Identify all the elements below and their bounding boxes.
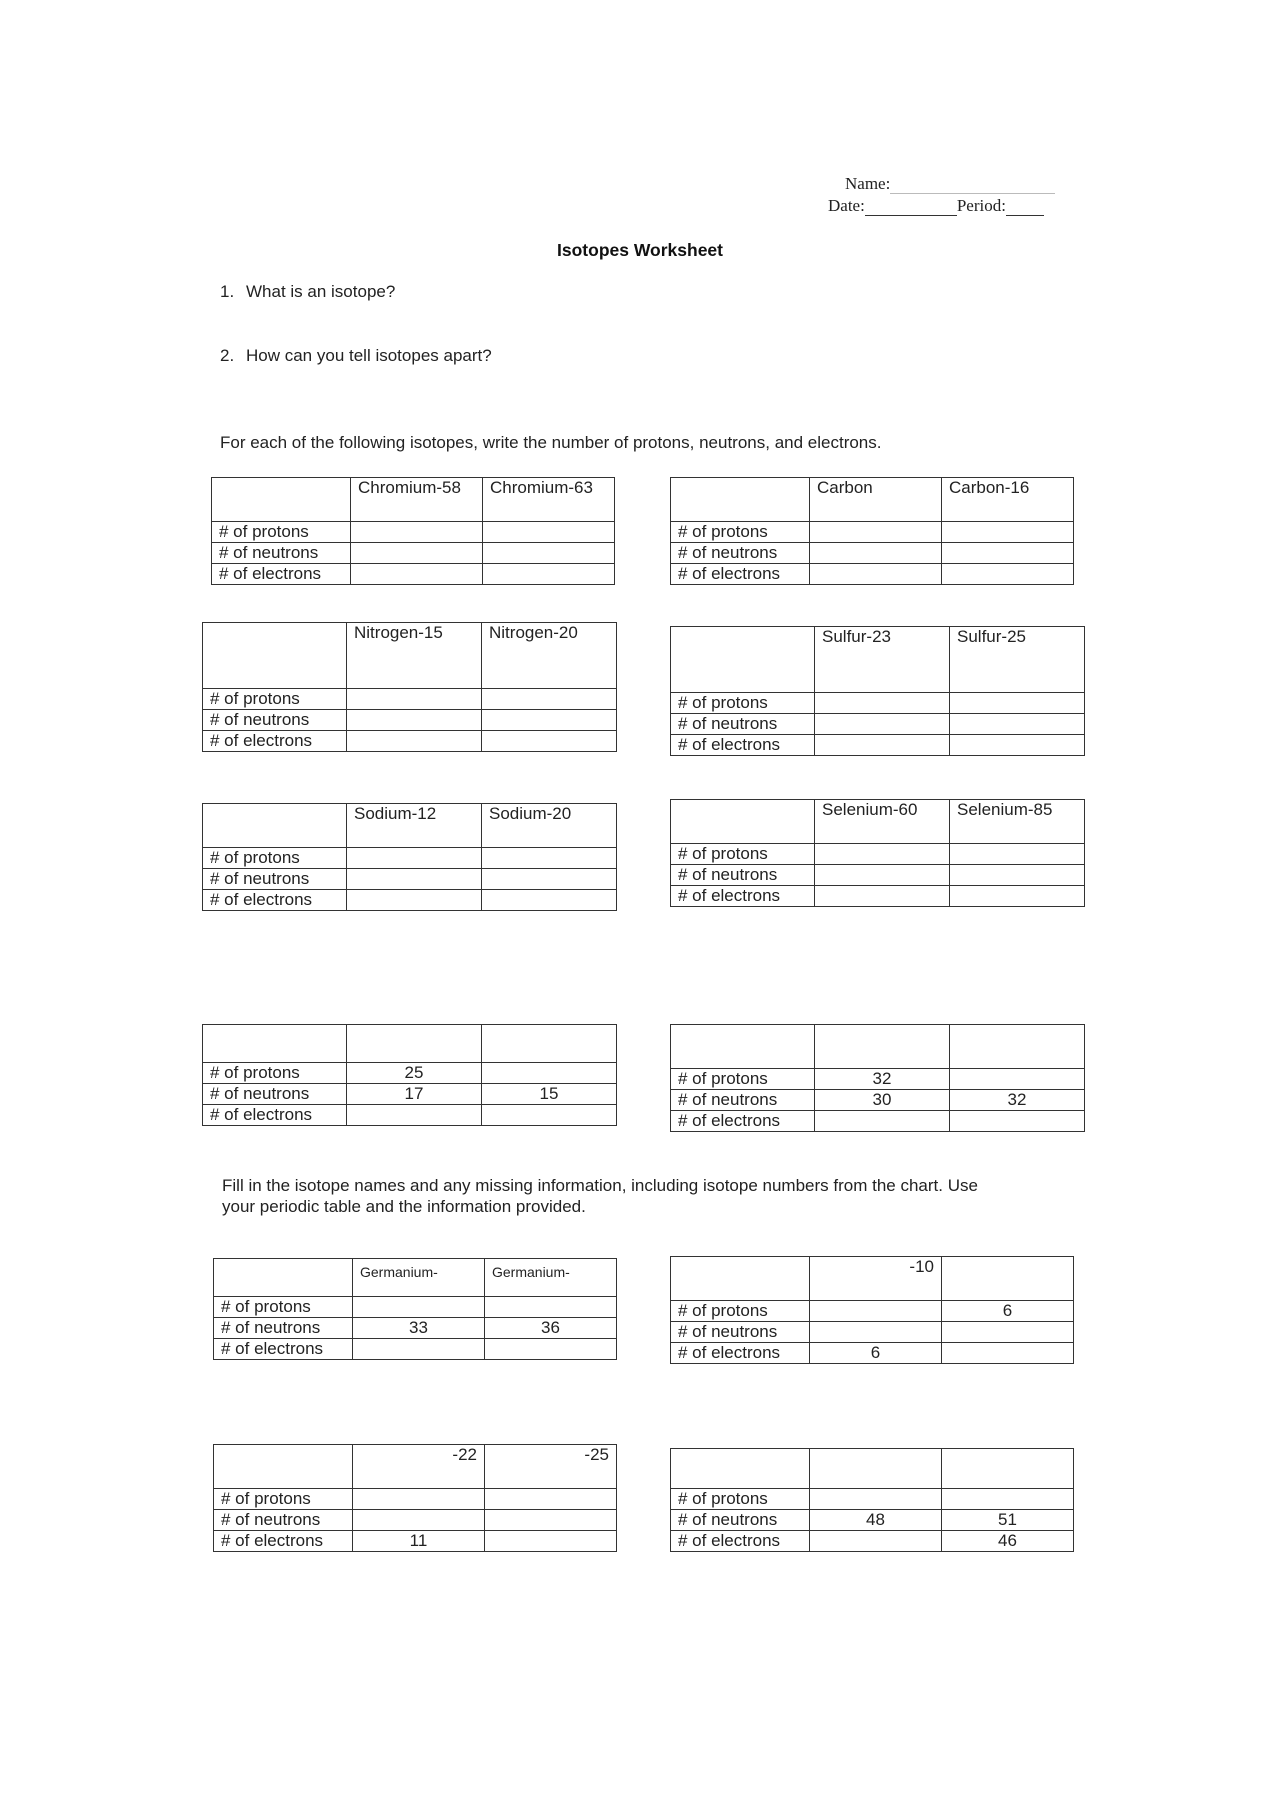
fill-table-a <box>670 1256 1074 1364</box>
table-row <box>671 1090 1085 1111</box>
answer-cell[interactable] <box>950 714 1085 735</box>
answer-cell[interactable] <box>810 1301 942 1322</box>
row-label: # of electrons <box>212 564 351 585</box>
given-value: 6 <box>942 1301 1074 1322</box>
row-label: # of electrons <box>671 1111 815 1132</box>
column-header[interactable] <box>347 1025 482 1063</box>
table-header-row <box>671 478 1074 522</box>
question-1-number: 1. <box>220 282 235 301</box>
column-header[interactable] <box>810 1449 942 1489</box>
row-label: # of neutrons <box>212 543 351 564</box>
column-header[interactable] <box>942 1449 1074 1489</box>
row-label: # of neutrons <box>214 1318 353 1339</box>
row-label: # of electrons <box>671 1531 810 1552</box>
table-row <box>671 1343 1074 1364</box>
row-label: # of neutrons <box>671 714 815 735</box>
answer-cell[interactable] <box>942 543 1074 564</box>
column-header: Nitrogen-20 <box>482 623 617 689</box>
row-label: # of electrons <box>203 890 347 911</box>
row-label: # of neutrons <box>203 869 347 890</box>
answer-cell[interactable] <box>353 1510 485 1531</box>
row-label: # of neutrons <box>671 1510 810 1531</box>
column-header: Carbon <box>810 478 942 522</box>
answer-cell[interactable] <box>950 865 1085 886</box>
column-header: Nitrogen-15 <box>347 623 482 689</box>
answer-cell[interactable] <box>482 848 617 869</box>
table-row <box>203 731 617 752</box>
answer-cell[interactable] <box>483 522 615 543</box>
corner-cell <box>671 800 815 844</box>
table-row <box>214 1510 617 1531</box>
corner-cell <box>203 804 347 848</box>
row-label: # of neutrons <box>214 1510 353 1531</box>
table-row <box>203 710 617 731</box>
table-row <box>203 1105 617 1126</box>
answer-cell[interactable] <box>815 865 950 886</box>
row-label: # of neutrons <box>671 865 815 886</box>
table-header-row <box>671 1449 1074 1489</box>
row-label: # of electrons <box>671 564 810 585</box>
table-row <box>671 1489 1074 1510</box>
answer-cell[interactable] <box>942 1322 1074 1343</box>
table-row <box>214 1318 617 1339</box>
table-header-row <box>671 800 1085 844</box>
table-header-row <box>212 478 615 522</box>
answer-cell[interactable] <box>950 735 1085 756</box>
name-label: Name: <box>845 174 891 193</box>
answer-cell[interactable] <box>942 1489 1074 1510</box>
selenium-table <box>670 799 1085 907</box>
table-header-row <box>214 1445 617 1489</box>
table-row <box>671 735 1085 756</box>
row-label: # of electrons <box>214 1339 353 1360</box>
row-label: # of protons <box>203 1063 347 1084</box>
answer-cell[interactable] <box>347 1105 482 1126</box>
corner-cell <box>671 1449 810 1489</box>
instructions-2-line-1: Fill in the isotope names and any missing information, including isotope numbers from the chart. Use <box>222 1176 978 1195</box>
answer-cell[interactable] <box>942 564 1074 585</box>
given-value: 6 <box>810 1343 942 1364</box>
fill-table-c <box>670 1448 1074 1552</box>
given-value: 30 <box>815 1090 950 1111</box>
row-label: # of protons <box>671 1301 810 1322</box>
answer-cell[interactable] <box>815 886 950 907</box>
answer-cell[interactable] <box>810 522 942 543</box>
given-value: 48 <box>810 1510 942 1531</box>
row-label: # of protons <box>214 1489 353 1510</box>
corner-cell <box>671 627 815 693</box>
given-value: 36 <box>485 1318 617 1339</box>
row-label: # of protons <box>212 522 351 543</box>
table-row <box>671 714 1085 735</box>
question-2-number: 2. <box>220 346 235 365</box>
row-label: # of protons <box>203 848 347 869</box>
answer-cell[interactable] <box>815 844 950 865</box>
question-2 <box>220 346 492 366</box>
answer-cell[interactable] <box>815 693 950 714</box>
table-row <box>203 869 617 890</box>
period-label: Period: <box>956 196 1006 215</box>
corner-cell <box>671 478 810 522</box>
row-label: # of electrons <box>203 1105 347 1126</box>
row-label: # of electrons <box>203 731 347 752</box>
answer-cell[interactable] <box>485 1510 617 1531</box>
given-value: 17 <box>347 1084 482 1105</box>
column-header: Selenium-85 <box>950 800 1085 844</box>
table-row <box>212 543 615 564</box>
column-header[interactable]: Germanium- <box>485 1259 617 1297</box>
table-row <box>203 890 617 911</box>
name-line <box>828 172 1068 194</box>
given-value: 25 <box>347 1063 482 1084</box>
corner-cell <box>203 1025 347 1063</box>
answer-cell[interactable] <box>482 710 617 731</box>
given-value: 15 <box>482 1084 617 1105</box>
question-2-text: How can you tell isotopes apart? <box>246 346 492 365</box>
instructions-2 <box>222 1175 978 1217</box>
answer-cell[interactable] <box>942 522 1074 543</box>
corner-cell <box>214 1445 353 1489</box>
table-header-row <box>671 1257 1074 1301</box>
answer-cell[interactable] <box>347 869 482 890</box>
date-period-line <box>828 194 1068 216</box>
table-row <box>671 1301 1074 1322</box>
answer-cell[interactable] <box>950 1111 1085 1132</box>
table-row <box>671 844 1085 865</box>
answer-cell[interactable] <box>482 689 617 710</box>
given-value: 11 <box>353 1531 485 1552</box>
answer-cell[interactable] <box>810 564 942 585</box>
table-row <box>671 1531 1074 1552</box>
mystery-table-b <box>670 1024 1085 1132</box>
answer-cell[interactable] <box>353 1489 485 1510</box>
corner-cell <box>671 1257 810 1301</box>
answer-cell[interactable] <box>353 1339 485 1360</box>
answer-cell[interactable] <box>485 1339 617 1360</box>
table-row <box>671 886 1085 907</box>
column-header: Chromium-63 <box>483 478 615 522</box>
table-header-row <box>203 804 617 848</box>
table-row <box>671 1111 1085 1132</box>
table-row <box>203 1063 617 1084</box>
row-label: # of protons <box>671 1489 810 1510</box>
row-label: # of electrons <box>214 1531 353 1552</box>
answer-cell[interactable] <box>485 1531 617 1552</box>
question-1-text: What is an isotope? <box>246 282 396 301</box>
table-row <box>671 1069 1085 1090</box>
chromium-table <box>211 477 615 585</box>
table-row <box>203 848 617 869</box>
table-header-row <box>203 623 617 689</box>
answer-cell[interactable] <box>482 869 617 890</box>
column-header[interactable] <box>942 1257 1074 1301</box>
question-1 <box>220 282 395 302</box>
answer-cell[interactable] <box>815 735 950 756</box>
given-value: 32 <box>950 1090 1085 1111</box>
answer-cell[interactable] <box>810 543 942 564</box>
table-row <box>671 1510 1074 1531</box>
date-label: Date: <box>828 196 865 215</box>
fill-table-b <box>213 1444 617 1552</box>
table-header-row <box>671 1025 1085 1069</box>
period-blank[interactable] <box>1006 200 1044 216</box>
table-row <box>671 693 1085 714</box>
answer-cell[interactable] <box>482 1105 617 1126</box>
answer-cell[interactable] <box>483 564 615 585</box>
given-value: 33 <box>353 1318 485 1339</box>
row-label: # of protons <box>671 844 815 865</box>
row-label: # of protons <box>671 693 815 714</box>
answer-cell[interactable] <box>347 731 482 752</box>
answer-cell[interactable] <box>351 522 483 543</box>
answer-cell[interactable] <box>950 1069 1085 1090</box>
column-header[interactable]: -10 <box>810 1257 942 1301</box>
given-value: 32 <box>815 1069 950 1090</box>
row-label: # of neutrons <box>671 1090 815 1111</box>
student-info-header <box>828 172 1068 216</box>
answer-cell[interactable] <box>815 1111 950 1132</box>
answer-cell[interactable] <box>950 844 1085 865</box>
answer-cell[interactable] <box>485 1489 617 1510</box>
column-header: Sulfur-23 <box>815 627 950 693</box>
answer-cell[interactable] <box>347 710 482 731</box>
name-blank[interactable] <box>890 178 1055 194</box>
answer-cell[interactable] <box>353 1297 485 1318</box>
row-label: # of protons <box>214 1297 353 1318</box>
answer-cell[interactable] <box>482 890 617 911</box>
table-row <box>203 1084 617 1105</box>
answer-cell[interactable] <box>810 1489 942 1510</box>
row-label: # of protons <box>671 1069 815 1090</box>
table-header-row <box>214 1259 617 1297</box>
answer-cell[interactable] <box>815 714 950 735</box>
row-label: # of neutrons <box>671 1322 810 1343</box>
corner-cell <box>212 478 351 522</box>
column-header[interactable] <box>482 1025 617 1063</box>
answer-cell[interactable] <box>482 1063 617 1084</box>
row-label: # of protons <box>203 689 347 710</box>
answer-cell[interactable] <box>347 848 482 869</box>
row-label: # of neutrons <box>671 543 810 564</box>
table-row <box>671 522 1074 543</box>
carbon-table <box>670 477 1074 585</box>
instructions-1: For each of the following isotopes, write the number of protons, neutrons, and electrons. <box>220 433 882 452</box>
answer-cell[interactable] <box>942 1343 1074 1364</box>
germanium-table <box>213 1258 617 1360</box>
column-header[interactable] <box>950 1025 1085 1069</box>
answer-cell[interactable] <box>483 543 615 564</box>
table-row <box>214 1339 617 1360</box>
answer-cell[interactable] <box>347 689 482 710</box>
column-header: Selenium-60 <box>815 800 950 844</box>
table-row <box>214 1297 617 1318</box>
answer-cell[interactable] <box>950 693 1085 714</box>
table-row <box>203 689 617 710</box>
table-header-row <box>671 627 1085 693</box>
row-label: # of neutrons <box>203 1084 347 1105</box>
column-header: Sulfur-25 <box>950 627 1085 693</box>
answer-cell[interactable] <box>810 1322 942 1343</box>
sodium-table <box>202 803 617 911</box>
column-header: Sodium-12 <box>347 804 482 848</box>
column-header[interactable]: -22 <box>353 1445 485 1489</box>
table-row <box>671 564 1074 585</box>
row-label: # of electrons <box>671 735 815 756</box>
row-label: # of neutrons <box>203 710 347 731</box>
table-row <box>671 543 1074 564</box>
mystery-table-a <box>202 1024 617 1126</box>
answer-cell[interactable] <box>485 1297 617 1318</box>
answer-cell[interactable] <box>810 1531 942 1552</box>
row-label: # of electrons <box>671 886 815 907</box>
table-row <box>671 865 1085 886</box>
answer-cell[interactable] <box>351 564 483 585</box>
column-header: Carbon-16 <box>942 478 1074 522</box>
column-header: Sodium-20 <box>482 804 617 848</box>
given-value: 46 <box>942 1531 1074 1552</box>
row-label: # of electrons <box>671 1343 810 1364</box>
table-row <box>214 1489 617 1510</box>
instructions-2-line-2: your periodic table and the information provided. <box>222 1197 586 1216</box>
nitrogen-table <box>202 622 617 752</box>
column-header[interactable] <box>815 1025 950 1069</box>
given-value: 51 <box>942 1510 1074 1531</box>
answer-cell[interactable] <box>950 886 1085 907</box>
answer-cell[interactable] <box>347 890 482 911</box>
corner-cell <box>203 623 347 689</box>
answer-cell[interactable] <box>482 731 617 752</box>
column-header: Chromium-58 <box>351 478 483 522</box>
table-header-row <box>203 1025 617 1063</box>
corner-cell <box>214 1259 353 1297</box>
table-row <box>671 1322 1074 1343</box>
table-row <box>212 564 615 585</box>
corner-cell <box>671 1025 815 1069</box>
table-row <box>214 1531 617 1552</box>
answer-cell[interactable] <box>351 543 483 564</box>
page-title: Isotopes Worksheet <box>557 240 723 260</box>
sulfur-table <box>670 626 1085 756</box>
table-row <box>212 522 615 543</box>
column-header[interactable]: Germanium- <box>353 1259 485 1297</box>
column-header[interactable]: -25 <box>485 1445 617 1489</box>
date-blank[interactable] <box>865 200 957 216</box>
row-label: # of protons <box>671 522 810 543</box>
